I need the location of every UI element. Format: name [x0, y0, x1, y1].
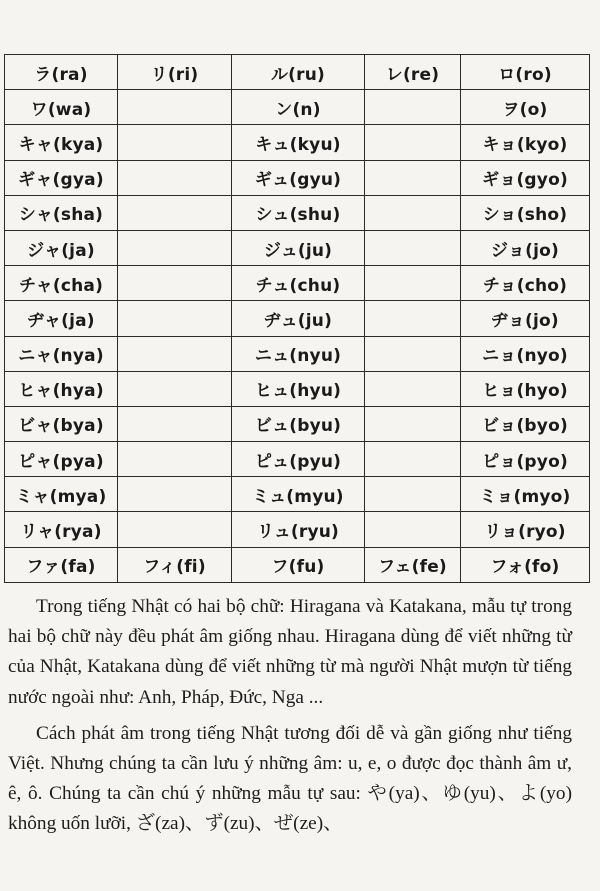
table-cell — [365, 406, 461, 441]
table-cell: ピュ(pyu) — [232, 442, 365, 477]
table-cell — [118, 336, 232, 371]
table-cell — [365, 125, 461, 160]
table-cell — [365, 336, 461, 371]
table-cell: ヂュ(ju) — [232, 301, 365, 336]
paragraph-pronunciation: Cách phát âm trong tiếng Nhật tương đối dễ và gần giống như tiếng Việt. Nhưng chúng ta cần lưu ý những âm: u, e, o được đọc thành âm ư, ê, ô. Chúng ta cần chú ý những mẫu tự sau: や(ya)、ゆ(yu)、よ(yo) không uốn lưỡi, ざ(za)、ず(zu)、ぜ(ze)、 — [8, 722, 572, 835]
table-cell: ラ(ra) — [5, 55, 118, 90]
table-cell — [118, 477, 232, 512]
table-cell: チョ(cho) — [461, 266, 590, 301]
table-cell: ン(n) — [232, 90, 365, 125]
table-cell: ミュ(myu) — [232, 477, 365, 512]
table-cell: ピャ(pya) — [5, 442, 118, 477]
table-cell: ピョ(pyo) — [461, 442, 590, 477]
table-row — [5, 55, 590, 90]
table-cell — [118, 301, 232, 336]
table-row — [5, 230, 590, 265]
table-cell: ファ(fa) — [5, 547, 118, 582]
table-cell — [365, 160, 461, 195]
table-cell: シュ(shu) — [232, 195, 365, 230]
table-cell — [118, 512, 232, 547]
katakana-table-body — [5, 55, 590, 583]
table-cell: キョ(kyo) — [461, 125, 590, 160]
table-cell: チャ(cha) — [5, 266, 118, 301]
table-cell: ヂョ(jo) — [461, 301, 590, 336]
table-row — [5, 160, 590, 195]
table-cell: ギャ(gya) — [5, 160, 118, 195]
table-cell: ミャ(mya) — [5, 477, 118, 512]
table-cell — [118, 160, 232, 195]
explanation-text — [8, 592, 572, 840]
table-cell: レ(re) — [365, 55, 461, 90]
table-cell — [365, 512, 461, 547]
table-cell: ロ(ro) — [461, 55, 590, 90]
katakana-table — [4, 54, 590, 583]
table-cell: ギョ(gyo) — [461, 160, 590, 195]
table-cell: ル(ru) — [232, 55, 365, 90]
table-row — [5, 266, 590, 301]
table-row — [5, 406, 590, 441]
table-cell — [365, 477, 461, 512]
table-cell: リ(ri) — [118, 55, 232, 90]
table-cell: ヂャ(ja) — [5, 301, 118, 336]
table-cell: ショ(sho) — [461, 195, 590, 230]
table-cell: チュ(chu) — [232, 266, 365, 301]
table-row — [5, 547, 590, 582]
table-cell — [118, 266, 232, 301]
table-cell: シャ(sha) — [5, 195, 118, 230]
table-cell: ギュ(gyu) — [232, 160, 365, 195]
table-cell — [365, 266, 461, 301]
table-row — [5, 442, 590, 477]
table-cell: ビャ(bya) — [5, 406, 118, 441]
table-cell: ヲ(o) — [461, 90, 590, 125]
table-cell — [118, 90, 232, 125]
table-cell — [365, 371, 461, 406]
table-row — [5, 125, 590, 160]
table-cell: リャ(rya) — [5, 512, 118, 547]
paragraph-writing-systems: Trong tiếng Nhật có hai bộ chữ: Hiragana và Katakana, mẫu tự trong hai bộ chữ này đều phát âm giống nhau. Hiragana dùng để viết những từ của Nhật, Katakana dùng để viết những từ mà người Nhật mượn từ tiếng nước ngoài như: Anh, Pháp, Đức, Nga ... — [8, 596, 572, 708]
table-row — [5, 371, 590, 406]
table-cell: ビュ(byu) — [232, 406, 365, 441]
table-cell: ヒョ(hyo) — [461, 371, 590, 406]
table-row — [5, 477, 590, 512]
table-cell — [118, 406, 232, 441]
table-cell: リョ(ryo) — [461, 512, 590, 547]
table-cell: ビョ(byo) — [461, 406, 590, 441]
table-cell: フェ(fe) — [365, 547, 461, 582]
table-row — [5, 90, 590, 125]
table-cell: キャ(kya) — [5, 125, 118, 160]
table-cell — [118, 230, 232, 265]
table-cell: ニャ(nya) — [5, 336, 118, 371]
table-cell — [365, 442, 461, 477]
table-cell: ミョ(myo) — [461, 477, 590, 512]
table-row — [5, 336, 590, 371]
table-cell — [118, 125, 232, 160]
table-cell — [118, 195, 232, 230]
table-cell — [365, 301, 461, 336]
table-row — [5, 512, 590, 547]
table-cell — [365, 230, 461, 265]
table-cell — [365, 195, 461, 230]
table-cell: フィ(fi) — [118, 547, 232, 582]
table-cell: ヒュ(hyu) — [232, 371, 365, 406]
table-cell — [365, 90, 461, 125]
table-row — [5, 195, 590, 230]
table-cell: リュ(ryu) — [232, 512, 365, 547]
table-cell: ジャ(ja) — [5, 230, 118, 265]
table-cell: フォ(fo) — [461, 547, 590, 582]
table-cell: ジュ(ju) — [232, 230, 365, 265]
table-cell — [118, 442, 232, 477]
table-cell — [118, 371, 232, 406]
table-row — [5, 301, 590, 336]
table-cell: キュ(kyu) — [232, 125, 365, 160]
table-cell: ジョ(jo) — [461, 230, 590, 265]
table-cell: ニュ(nyu) — [232, 336, 365, 371]
table-cell: ワ(wa) — [5, 90, 118, 125]
table-cell: ヒャ(hya) — [5, 371, 118, 406]
table-cell: ニョ(nyo) — [461, 336, 590, 371]
table-cell: フ(fu) — [232, 547, 365, 582]
